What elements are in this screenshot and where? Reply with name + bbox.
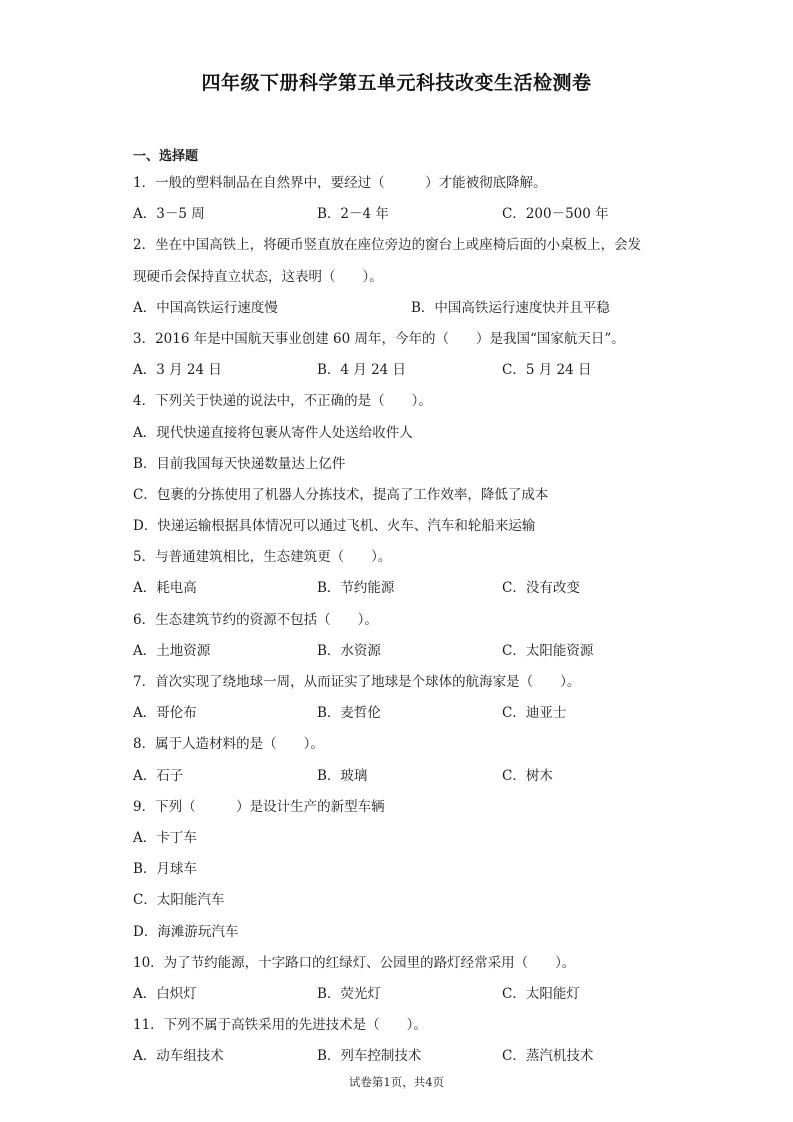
option-a: A．耗电高 bbox=[133, 580, 197, 597]
option-b: B．2－4 年 bbox=[317, 206, 389, 223]
question-3-options bbox=[133, 355, 673, 386]
option-a: A．3－5 周 bbox=[133, 206, 205, 223]
question-10-stem: 10．为了节约能源，十字路口的红绿灯、公园里的路灯经常采用（ ）。 bbox=[133, 954, 576, 971]
option-b: B．节约能源 bbox=[317, 580, 395, 597]
question-9-stem: 9．下列（ ）是设计生产的新型车辆 bbox=[133, 798, 385, 815]
option-b: B．玻璃 bbox=[317, 767, 368, 784]
question-4-option-b: B．目前我国每天快递数量达上亿件 bbox=[133, 455, 346, 472]
question-2-stem-line-1: 2．坐在中国高铁上，将硬币竖直放在座位旁边的窗台上或座椅后面的小桌板上，会发 bbox=[133, 237, 642, 254]
option-b: B．4 月 24 日 bbox=[317, 362, 407, 379]
question-9-option-b: B．月球车 bbox=[133, 861, 197, 878]
question-9-option-a: A．卡丁车 bbox=[133, 829, 197, 846]
option-b: B．水资源 bbox=[317, 642, 381, 659]
page-title: 四年级下册科学第五单元科技改变生活检测卷 bbox=[201, 72, 592, 94]
question-11-stem: 11．下列不属于高铁采用的先进技术是（ ）。 bbox=[133, 1017, 427, 1034]
question-3-stem: 3．2016 年是中国航天事业创建 60 周年，今年的（ ）是我国“国家航天日”。 bbox=[133, 330, 625, 347]
question-1-stem: 1．一般的塑料制品在自然界中，要经过（ ）才能被彻底降解。 bbox=[133, 175, 547, 191]
option-b: B．麦哲伦 bbox=[317, 705, 381, 722]
section-heading: 一、选择题 bbox=[133, 149, 199, 164]
option-a: A．白炽灯 bbox=[133, 985, 197, 1002]
question-1-options bbox=[133, 199, 673, 230]
option-a: A．3 月 24 日 bbox=[133, 362, 222, 379]
question-7-options bbox=[133, 698, 673, 729]
option-a: A．动车组技术 bbox=[133, 1048, 224, 1065]
question-6-options bbox=[133, 636, 673, 667]
option-c: C．200－500 年 bbox=[502, 206, 609, 223]
question-4-option-a: A．现代快递直接将包裹从寄件人处送给收件人 bbox=[133, 424, 413, 441]
question-8-options bbox=[133, 761, 673, 792]
option-c: C．5 月 24 日 bbox=[502, 362, 592, 379]
option-a: A．哥伦布 bbox=[133, 705, 197, 722]
option-a: A．石子 bbox=[133, 767, 184, 784]
question-11-options bbox=[133, 1041, 673, 1072]
question-4-option-d: D．快递运输根据具体情况可以通过飞机、火车、汽车和轮船来运输 bbox=[133, 518, 536, 535]
option-c: C．蒸汽机技术 bbox=[502, 1048, 594, 1065]
page-footer: 试卷第1页，共4页 bbox=[348, 1075, 445, 1089]
question-4-option-c: C．包裹的分拣使用了机器人分拣技术，提高了工作效率，降低了成本 bbox=[133, 486, 549, 503]
option-a: A．中国高铁运行速度慢 bbox=[133, 299, 278, 316]
question-6-stem: 6．生态建筑节约的资源不包括（ ）。 bbox=[133, 611, 378, 628]
question-list bbox=[133, 168, 673, 1072]
question-7-stem: 7．首次实现了绕地球一周，从而证实了地球是个球体的航海家是（ ）。 bbox=[133, 674, 581, 690]
question-5-stem: 5．与普通建筑相比，生态建筑更（ ）。 bbox=[133, 549, 392, 566]
question-9-option-d: D．海滩游玩汽车 bbox=[133, 923, 239, 940]
option-a: A．土地资源 bbox=[133, 642, 211, 659]
question-9-option-c: C．太阳能汽车 bbox=[133, 892, 225, 909]
question-8-stem: 8．属于人造材料的是（ ）。 bbox=[133, 736, 324, 753]
option-b: B．中国高铁运行速度快并且平稳 bbox=[411, 299, 610, 316]
option-b: B．列车控制技术 bbox=[317, 1048, 422, 1065]
option-c: C．没有改变 bbox=[502, 580, 580, 597]
option-b: B．荧光灯 bbox=[317, 985, 381, 1002]
question-2-options bbox=[133, 293, 673, 324]
question-10-options bbox=[133, 979, 673, 1010]
option-c: C．太阳能资源 bbox=[502, 642, 594, 659]
question-4-stem: 4．下列关于快递的说法中，不正确的是（ ）。 bbox=[133, 393, 432, 410]
option-c: C．迪亚士 bbox=[502, 705, 567, 722]
question-5-options bbox=[133, 573, 673, 604]
question-2-stem-line-2: 现硬币会保持直立状态，这表明（ ）。 bbox=[133, 268, 383, 285]
option-c: C．树木 bbox=[502, 767, 553, 784]
option-c: C．太阳能灯 bbox=[502, 985, 580, 1002]
